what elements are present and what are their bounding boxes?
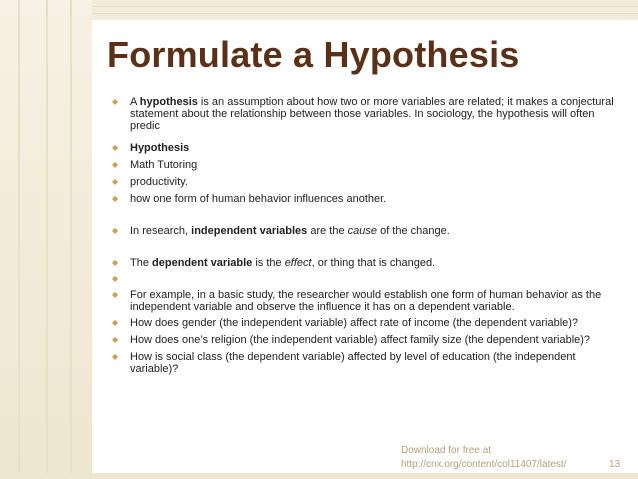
frame-line bbox=[18, 0, 20, 479]
bullet-text: In research, bbox=[130, 225, 192, 237]
bullet-italic-term: cause bbox=[347, 225, 378, 237]
footer-link[interactable]: http://cnx.org/content/col11407/latest/ bbox=[401, 459, 567, 470]
bullet-text: How is social class (the dependent variable) affected by level of education (the independent variable)? bbox=[130, 351, 576, 375]
bullet-item bbox=[112, 334, 622, 346]
bullet-item bbox=[112, 317, 622, 329]
bullet-item bbox=[112, 225, 622, 237]
bullet-text: A bbox=[130, 96, 140, 108]
slide-frame-bottom bbox=[0, 473, 638, 479]
bullet-text: are the bbox=[307, 225, 348, 237]
bullet-text: , or thing that is changed. bbox=[311, 257, 436, 269]
bullet-bold-term: independent variables bbox=[191, 225, 308, 237]
footer-source bbox=[401, 444, 566, 472]
bullet-item bbox=[112, 176, 622, 188]
bullet-text: is the bbox=[252, 257, 285, 269]
bullet-italic-term: effect bbox=[284, 257, 312, 269]
bullet-text: How does gender (the independent variable) affect rate of income (the dependent variable)? bbox=[130, 317, 579, 329]
bullet-item bbox=[112, 159, 622, 171]
bullet-item bbox=[112, 142, 622, 154]
bullet-text: The bbox=[130, 257, 153, 269]
slide-title: Formulate a Hypothesis bbox=[107, 34, 520, 75]
bullet-text: For example, in a basic study, the researcher would establish one form of human behavior as the independent variable and observe the influence it has on a dependent variable. bbox=[130, 289, 602, 313]
bullet-text: productivity. bbox=[130, 176, 188, 188]
bullet-text: is an assumption about how two or more variables are related; it makes a conjectural statement about the relationship between those variables. In sociology, the hypothesis will often predic bbox=[130, 96, 614, 132]
page-number: 13 bbox=[609, 459, 621, 470]
slide-frame-top bbox=[0, 0, 638, 20]
bullet-item bbox=[112, 193, 622, 205]
bullet-item bbox=[112, 96, 622, 132]
slide-frame-left bbox=[0, 0, 92, 479]
bullet-item bbox=[112, 351, 622, 375]
bullet-text: of the change. bbox=[377, 225, 450, 237]
bullet-bold-term: dependent variable bbox=[152, 257, 253, 269]
bullet-item-empty bbox=[112, 273, 622, 285]
bullet-item bbox=[112, 257, 622, 269]
bullet-bold-term: hypothesis bbox=[139, 96, 198, 108]
frame-line bbox=[70, 0, 72, 479]
bullet-bold-term: Hypothesis bbox=[130, 142, 190, 154]
frame-line bbox=[0, 13, 638, 14]
bullet-item bbox=[112, 289, 622, 313]
bullet-text: how one form of human behavior influences another. bbox=[130, 193, 387, 205]
bullet-text: Math Tutoring bbox=[130, 159, 198, 171]
bullet-text: How does one’s religion (the independent variable) affect family size (the dependent variable)? bbox=[130, 334, 591, 346]
footer-line: Download for free at bbox=[401, 445, 492, 456]
frame-line bbox=[0, 6, 638, 7]
frame-line bbox=[46, 0, 48, 479]
bullet-list bbox=[112, 96, 622, 375]
